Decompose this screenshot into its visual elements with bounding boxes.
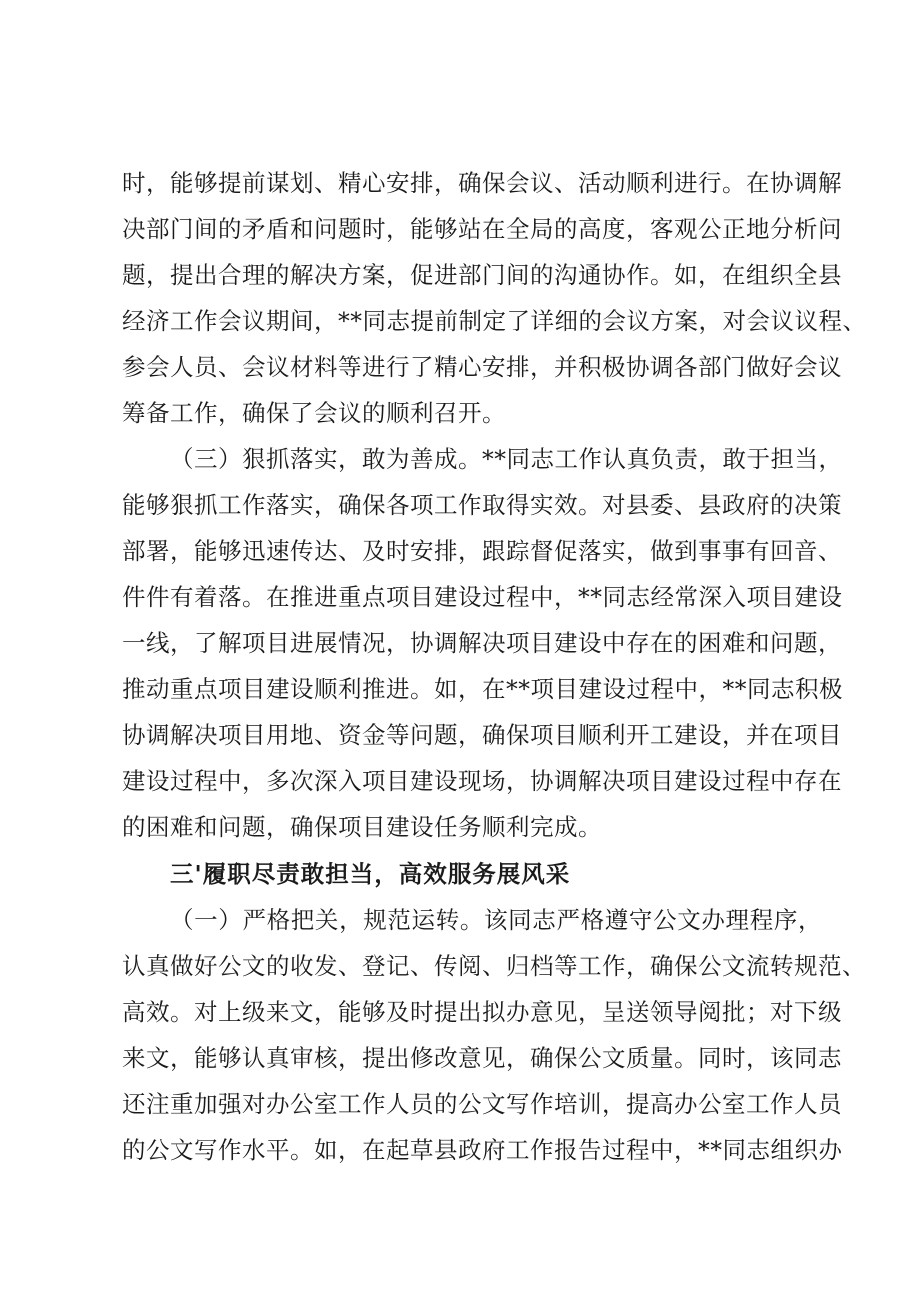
text-line: 决部门间的矛盾和问题时，能够站在全局的高度，客观公正地分析问 [122,215,842,243]
text-line: 推动重点项目建设顺利推进。如，在**项目建设过程中，**同志积极 [122,675,843,703]
text-line: 来文，能够认真审核，提出修改意见，确保公文质量。同时，该同志 [122,1044,842,1072]
text-line: 参会人员、会议材料等进行了精心安排，并积极协调各部门做好会议 [122,353,842,381]
text-line: 题，提出合理的解决方案，促进部门间的沟通协作。如，在组织全县 [122,261,842,289]
text-line: 部署，能够迅速传达、及时安排，跟踪督促落实，做到事事有回音、 [122,537,842,565]
paragraph-start-line: （三）狠抓落实，敢为善成。**同志工作认真负责，敢于担当， [170,445,843,473]
text-line: 协调解决项目用地、资金等问题，确保项目顺利开工建设，并在项目 [122,721,842,749]
text-line: 的公文写作水平。如，在起草县政府工作报告过程中，**同志组织办 [122,1136,843,1164]
text-line: 的困难和问题，确保项目建设任务顺利完成。 [122,813,602,841]
text-line: 高效。对上级来文，能够及时提出拟办意见，呈送领导阅批；对下级 [122,998,842,1026]
section-heading: 三'履职尽责敢担当，高效服务展风采 [170,860,571,888]
text-line: 还注重加强对办公室工作人员的公文写作培训，提高办公室工作人员 [122,1090,842,1118]
text-line: 建设过程中，多次深入项目建设现场，协调解决项目建设过程中存在 [122,767,842,795]
text-line: 一线，了解项目进展情况，协调解决项目建设中存在的困难和问题， [122,629,842,657]
paragraph-start-line: （一）严格把关，规范运转。该同志严格遵守公文办理程序， [170,906,822,934]
text-line: 筹备工作，确保了会议的顺利召开。 [122,399,506,427]
text-line: 时，能够提前谋划、精心安排，确保会议、活动顺利进行。在协调解 [122,169,842,197]
text-line: 经济工作会议期间，**同志提前制定了详细的会议方案，对会议议程、 [122,307,867,335]
text-line: 能够狠抓工作落实，确保各项工作取得实效。对县委、县政府的决策 [122,491,842,519]
text-line: 认真做好公文的收发、登记、传阅、归档等工作，确保公文流转规范、 [122,952,866,980]
text-line: 件件有着落。在推进重点项目建设过程中，**同志经常深入项目建设 [122,583,843,611]
